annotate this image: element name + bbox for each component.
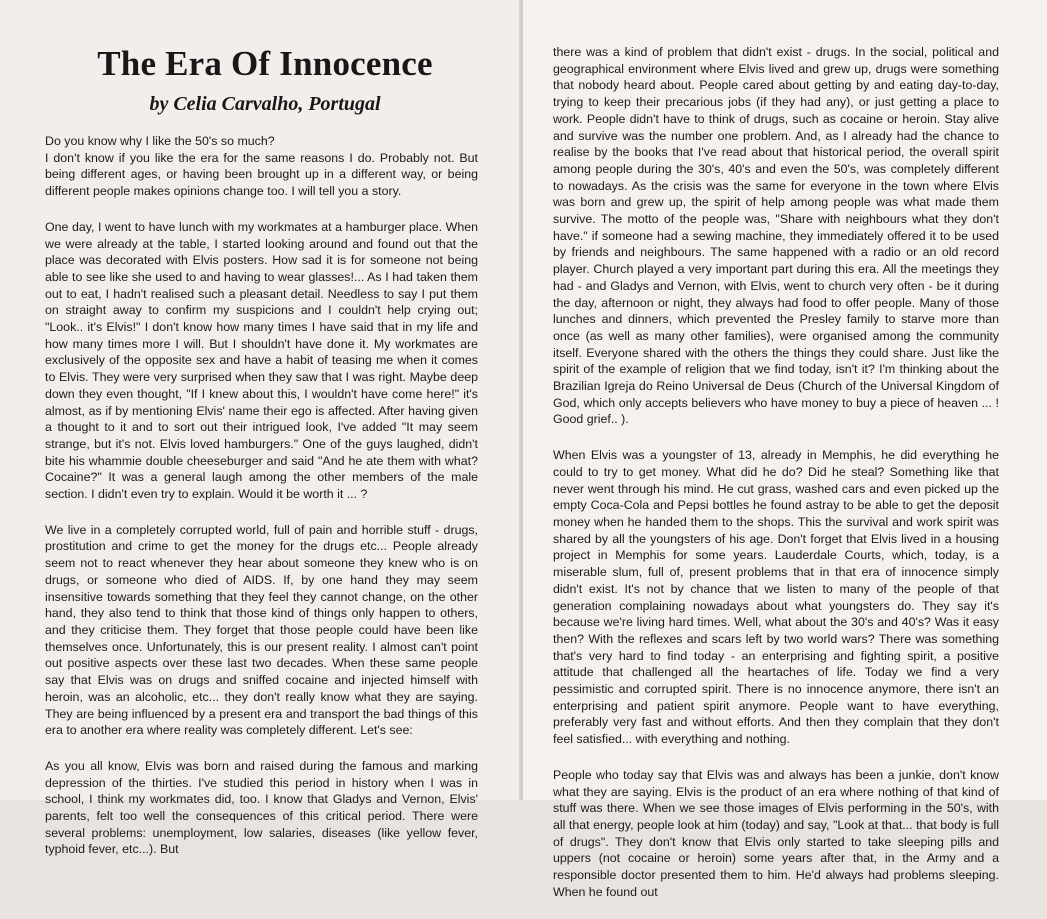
- paragraph: One day, I went to have lunch with my workmates at a hamburger place. When we were already at the table, I started looking around and found out that the place was decorated with Elvis posters. How sad it is for someone not being able to see like she used to and having to wear glasses!... As I had taken them out to eat, I hadn't realised such a pleasant detail. Needless to say I put them on straight away to confirm my suspicions and I couldn't help crying out; "Look.. it's Elvis!" I don't know how many times I have said that in my life and how many times more I will. But I shouldn't have done it. My workmates are exclusively of the opposite sex and have a habit of teasing me when it comes to Elvis. They were very surprised when they saw that I was right. Maybe deep down they even thought, "If I knew about this, I wouldn't have come here!" it's almost, as if by mentioning Elvis' name their ego is affected. After having given a thought to it and to sort out their intrigued look, I've added "It may seem strange, but it's not. Elvis loved hamburgers." One of the guys laughed, didn't bite his whammie double cheeseburger and said "And he ate them with what? Cocaine?" It was a general laugh among the other members of the male section. I didn't even try to explain. Would it be worth it ... ?: [45, 219, 478, 502]
- left-page: [0, 0, 521, 857]
- paragraph: As you all know, Elvis was born and raised during the famous and marking depression of the thirties. I've studied this period in history when I was in school, I think my workmates did, too. I know that Gladys and Vernon, Elvis' parents, felt too well the consequences of this critical period. There were several problems: unemployment, low salaries, diseases (like yellow fever, typhoid fever, etc...). But: [45, 758, 478, 857]
- right-text-column: [553, 44, 999, 919]
- article-byline: by Celia Carvalho, Portugal: [149, 93, 381, 115]
- right-page: [523, 0, 1047, 899]
- article-title: The Era Of Innocence: [97, 44, 433, 83]
- paragraph: I don't know if you like the era for the same reasons I do. Probably not. But being different ages, or having been brought up in a different way, or being different people makes opinions change too. I will tell you a story.: [45, 150, 478, 199]
- paragraph: Do you know why I like the 50's so much?: [45, 134, 275, 148]
- paragraph: there was a kind of problem that didn't exist - drugs. In the social, political and geographical environment where Elvis lived and grew up, drugs were something that nobody heard about. People cared about getting by and eating day-to-day, trying to keep their precarious jobs (if they had any), or just getting a place to work. People didn't have to think of drugs, such as cocaine or heroin. Stay alive and survive was the number one problem. And, as I already had the chance to realise by the books that I've read about that historical period, the overall spirit among people during the 30's, 40's and even the 50's, was completely different to nowadays. As the crisis was the same for everyone in the town where Elvis was born and grew up, the spirit of help among people was what made them survive. The motto of the people was, "Share with neighbours what they don't have." if someone had a sewing machine, they immediately offered it to be used by friends and neighbours. The same happened with a radio or an old record player. Church played a very important part during this era. All the meetings they had - and Gladys and Vernon, with Elvis, went to church very often - be it during the day, afternoon or night, they always had food to offer people. Many of those lunches and dinners, which prevented the Presley family to starve more than once (as well as many other families), were organised among the community itself. Everyone shared with the others the things they could share. Just like the spirit of the example of religion that we find today, isn't it? I'm thinking about the Brazilian Igreja do Reino Universal de Deus (Church of the Universal Kingdom of God, which only accepts believers who have money to buy a piece of heaven ... ! Good grief.. ).: [553, 45, 999, 427]
- paragraph: People who today say that Elvis was and always has been a junkie, don't know what they are saying. Elvis is the product of an era where nothing of that kind of stuff was there. When we see those images of Elvis performing in the 50's, with all that energy, people look at him (today) and say, "Look at that... that body is full of drugs". They don't know that Elvis only started to take sleeping pills and uppers (not cocaine or heroin) some years after that, in the Army and a responsible doctor presented them to him. He'd always had problems sleeping. When he found out: [553, 767, 999, 899]
- paragraph: When Elvis was a youngster of 13, already in Memphis, he did everything he could to try to get money. What did he do? Did he steal? Something like that never went through his mind. He cut grass, washed cars and even picked up the empty Coca-Cola and Pepsi bottles he found astray to be able to get the deposit money when he handed them to the shops. This the survival and work spirit was shared by all the youngsters of his age. Don't forget that Elvis lived in a housing project in Memphis for some years. Lauderdale Courts, which, today, is a miserable slum, full of, present problems that in that era of innocence simply didn't exist. It's not by chance that we listen to many of the people of that generation complaining nowadays about what youngsters do. They say it's because we're living hard times. Well, what about the 30's and 40's? Was it easy then? With the reflexes and scars left by two world wars? There was something that's very hard to find today - an enterprising and fighting spirit, a positive attitude that challenged all the heartaches of life. Today we find a very pessimistic and corrupted spirit. There is no innocence anymore, there isn't an enterprising and patient spirit anymore. People want to have everything, preferably very fast and without efforts. And then they complain that they don't feel satisfied... with everything and nothing.: [553, 448, 999, 747]
- paragraph: We live in a completely corrupted world, full of pain and horrible stuff - drugs, prostitution and crime to get the money for the drugs etc... People already seem not to react whenever they hear about someone they knew who is on drugs, or someone who died of AIDS. If, by one hand they may seem insensitive towards something that they feel they cannot change, on the other hand, they also tend to think that those kind of things only happen to others, and they criticise them. They forget that those people could have been like themselves once. Unfortunately, this is our present reality. I almost can't point out positive aspects over these last two decades. When these same people say that Elvis was on drugs and sniffed cocaine and injected himself with heroin, was an alcoholic, etc... they don't really know what they are saying. They are being influenced by a present era and transport the bad things of this era to another era where reality was completely different. Let's see:: [45, 522, 478, 738]
- left-text-column: [45, 133, 478, 877]
